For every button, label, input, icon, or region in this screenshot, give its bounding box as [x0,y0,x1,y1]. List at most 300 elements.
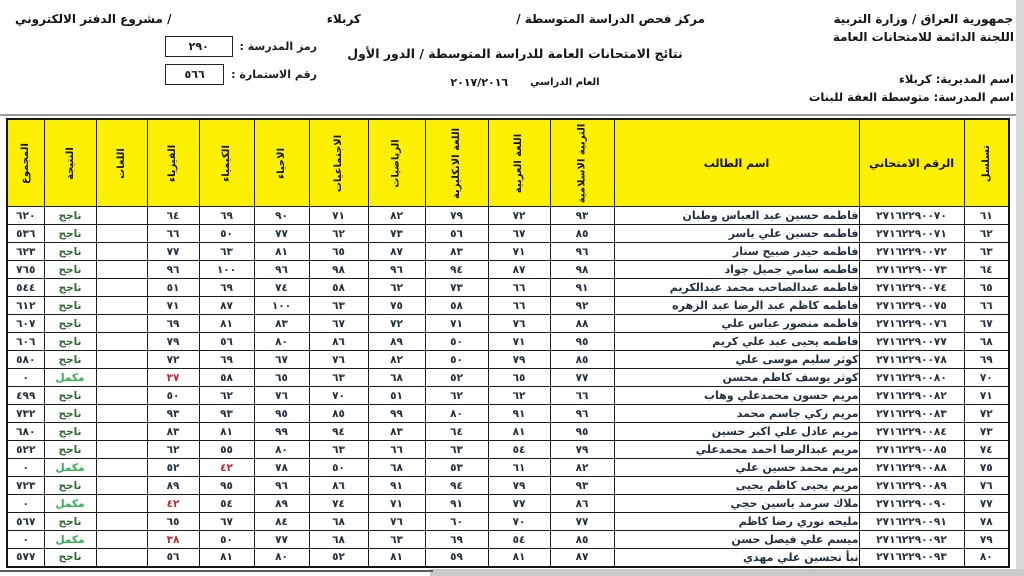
grade-cell: ٧٢ [368,315,425,333]
grade-cell: ٥٨ [425,297,488,315]
grade-cell: ٧٣ [368,225,425,243]
exam-number-cell: ٢٧١٦٢٢٩٠٠٨٩ [859,477,964,495]
grade-cell: ٥٠ [147,387,199,405]
serial-cell: ٦٥ [964,279,1009,297]
grade-cell: ٩٤ [309,423,368,441]
exam-number-cell: ٢٧١٦٢٢٩٠٠٩٢ [859,531,964,549]
result-cell: مكمل [44,369,96,387]
result-cell: ناجح [44,225,96,243]
grade-cell: ٥٢ [425,369,488,387]
grade-cell: ٤٢ [147,495,199,513]
serial-cell: ٧٦ [964,477,1009,495]
col-header-languages [96,119,147,207]
grade-cell: ٧٤ [254,279,309,297]
grade-cell: ٣٧ [147,369,199,387]
table-row [7,351,1009,369]
grade-cell: ٥٦ [199,333,254,351]
grade-cell: ٦٥ [488,369,550,387]
grade-cell: ٥٨ [309,279,368,297]
grade-cell: ٧٩ [147,333,199,351]
total-cell: ٥٦٧ [7,513,44,531]
serial-cell: ٦٢ [964,225,1009,243]
total-cell: ٥٨٠ [7,351,44,369]
languages-cell [96,333,147,351]
grade-cell: ٨٧ [488,261,550,279]
grade-cell: ٦٨ [368,459,425,477]
grade-cell: ٦٢ [147,441,199,459]
table-row [7,261,1009,279]
languages-cell [96,405,147,423]
grade-cell: ٧١ [309,207,368,225]
student-name-cell: كوثر سليم موسى علي [614,351,859,369]
result-cell: ناجح [44,333,96,351]
grade-cell: ٨١ [199,549,254,567]
table-row [7,405,1009,423]
grade-cell: ٩٣ [199,405,254,423]
languages-cell [96,225,147,243]
grade-cell: ٧٩ [550,441,614,459]
serial-cell: ٨٠ [964,549,1009,567]
total-cell: ٥٣٦ [7,225,44,243]
grade-cell: ١٠٠ [199,261,254,279]
serial-cell: ٦٩ [964,351,1009,369]
grade-cell: ٦٩ [199,351,254,369]
languages-cell [96,207,147,225]
table-row [7,441,1009,459]
grade-cell: ٦٣ [309,441,368,459]
grade-cell: ٩٥ [550,423,614,441]
student-name-cell: نبأ تحسين علي مهدي [614,549,859,567]
grade-cell: ٧٦ [309,351,368,369]
grade-cell: ٨٠ [425,405,488,423]
grade-cell: ٧٢ [488,207,550,225]
grade-cell: ٧٠ [309,387,368,405]
grade-cell: ٧٦ [368,513,425,531]
grade-cell: ٧٠ [488,513,550,531]
grade-cell: ٦٦ [368,441,425,459]
grade-cell: ٥٢ [309,549,368,567]
grade-cell: ٦٧ [309,315,368,333]
gov-line-1: جمهورية العراق / وزارة التربية [833,12,1014,26]
languages-cell [96,513,147,531]
grade-cell: ٩٦ [368,261,425,279]
result-cell: مكمل [44,531,96,549]
result-cell: مكمل [44,495,96,513]
table-row [7,513,1009,531]
result-cell: ناجح [44,441,96,459]
grade-cell: ٦٩ [147,315,199,333]
grade-cell: ٨٢ [368,351,425,369]
government-header [833,10,1014,46]
grade-cell: ٧٢ [147,351,199,369]
col-header-label-result: النتيجة [64,146,76,180]
col-header-g1 [488,119,550,207]
table-row [7,531,1009,549]
col-header-serial [964,119,1009,207]
col-header-label-exam_no: الرقم الامتحاني [869,156,954,170]
grade-cell: ٧١ [425,315,488,333]
col-header-label-g6: الكيمياء [221,144,233,182]
col-header-label-serial: تسلسل [980,144,992,182]
result-cell: ناجح [44,261,96,279]
grade-cell: ٥٦ [147,549,199,567]
grade-cell: ٨٣ [368,423,425,441]
grade-cell: ٥٦ [425,225,488,243]
grade-cell: ٦٦ [147,225,199,243]
serial-cell: ٧٨ [964,513,1009,531]
col-header-g7 [147,119,199,207]
languages-cell [96,549,147,567]
grade-cell: ٥٤ [488,441,550,459]
results-title: نتائج الامتحانات العامة للدراسة المتوسطة / الدور الأول [347,46,683,61]
academic-year-label: العام الدراسي [530,77,600,88]
grade-cell: ٩٣ [550,207,614,225]
grade-cell: ٨٤ [254,513,309,531]
grade-cell: ٩٣ [147,405,199,423]
col-header-exam_no [859,119,964,207]
grade-cell: ٧١ [488,333,550,351]
directorate-name: اسم المديرية: كربلاء [898,72,1014,86]
total-cell: ٧٢٣ [7,477,44,495]
col-header-total [7,119,44,207]
grade-cell: ٧٩ [488,477,550,495]
col-header-label-languages: اللغات [116,147,127,179]
table-row [7,225,1009,243]
col-header-g3 [368,119,425,207]
total-cell: ٦١٢ [7,297,44,315]
grade-cell: ٦٧ [488,225,550,243]
total-cell: ٦٢٣ [7,243,44,261]
col-header-label-g2: اللغة الانكليزية [450,127,462,199]
grade-cell: ٧١ [147,297,199,315]
serial-cell: ٦٦ [964,297,1009,315]
total-cell: ٠ [7,531,44,549]
student-name-cell: فاطمه حسين عبد العباس وطبان [614,207,859,225]
total-cell: ٧٣٢ [7,405,44,423]
grade-cell: ٥٣ [425,459,488,477]
col-header-label-g5: الاحياء [276,147,287,179]
col-header-g6 [199,119,254,207]
languages-cell [96,261,147,279]
grade-cell: ٥٠ [309,459,368,477]
form-number-row [165,64,317,85]
grade-cell: ٩٤ [425,477,488,495]
grade-cell: ٦٦ [488,279,550,297]
grade-cell: ٨٧ [368,243,425,261]
grade-cell: ٦٨ [309,513,368,531]
student-name-cell: مريم عبدالرضا احمد محمدعلي [614,441,859,459]
grade-cell: ٨٢ [550,459,614,477]
exam-number-cell: ٢٧١٦٢٢٩٠٠٧٢ [859,243,964,261]
grade-cell: ٨٧ [550,549,614,567]
grade-cell: ٩٥ [254,405,309,423]
result-cell: ناجح [44,423,96,441]
grade-cell: ٧٦ [254,387,309,405]
school-name: اسم المدرسة: متوسطة العفة للبنات [808,90,1014,105]
results-table [6,118,1010,568]
total-cell: ٥٧٧ [7,549,44,567]
exam-number-cell: ٢٧١٦٢٢٩٠٠٩٣ [859,549,964,567]
grade-cell: ٨٩ [368,333,425,351]
grade-cell: ٨٣ [254,315,309,333]
exam-number-cell: ٢٧١٦٢٢٩٠٠٧٠ [859,207,964,225]
table-row [7,387,1009,405]
exam-number-cell: ٢٧١٦٢٢٩٠٠٨٣ [859,405,964,423]
exam-number-cell: ٢٧١٦٢٢٩٠٠٧٤ [859,279,964,297]
table-row [7,207,1009,225]
grade-cell: ٧١ [368,495,425,513]
grade-cell: ٨١ [199,423,254,441]
serial-cell: ٧١ [964,387,1009,405]
grade-cell: ٦٩ [199,207,254,225]
table-row [7,297,1009,315]
grade-cell: ٨٦ [309,333,368,351]
scan-edge-bottom [430,569,1024,576]
grade-cell: ٩٦ [254,261,309,279]
student-name-cell: فاطمه كاظم عبد الرضا عبد الزهره [614,297,859,315]
table-row [7,369,1009,387]
total-cell: ٦٢٠ [7,207,44,225]
grade-cell: ٨١ [488,549,550,567]
grade-cell: ٨٥ [550,531,614,549]
result-cell: ناجح [44,351,96,369]
grade-cell: ٩٩ [254,423,309,441]
grade-cell: ٨٥ [550,225,614,243]
languages-cell [96,369,147,387]
grade-cell: ٩٨ [309,261,368,279]
scan-bottom-line [0,570,433,572]
exam-number-cell: ٢٧١٦٢٢٩٠٠٨٢ [859,387,964,405]
grade-cell: ٦٤ [425,423,488,441]
languages-cell [96,279,147,297]
total-cell: ٠ [7,459,44,477]
grade-cell: ٥٠ [199,225,254,243]
result-cell: ناجح [44,207,96,225]
grade-cell: ٨٨ [550,315,614,333]
grade-cell: ٩٦ [550,243,614,261]
languages-cell [96,315,147,333]
grade-cell: ٩٣ [550,477,614,495]
col-header-label-name: اسم الطالب [703,156,770,170]
school-code-block [165,36,317,92]
grade-cell: ٦٨ [309,531,368,549]
result-cell: ناجح [44,387,96,405]
grade-cell: ٦٦ [488,297,550,315]
grade-cell: ٦٤ [147,207,199,225]
col-header-g5 [254,119,309,207]
grade-cell: ٩٦ [550,405,614,423]
languages-cell [96,243,147,261]
exam-number-cell: ٢٧١٦٢٢٩٠٠٧٦ [859,315,964,333]
grade-cell: ٧٧ [147,243,199,261]
student-name-cell: كوثر يوسف كاظم محسن [614,369,859,387]
result-cell: ناجح [44,297,96,315]
languages-cell [96,459,147,477]
grade-cell: ١٠٠ [254,297,309,315]
grade-cell: ٦٣ [309,369,368,387]
student-name-cell: مريم يحيى كاظم يحيى [614,477,859,495]
serial-cell: ٦٨ [964,333,1009,351]
student-name-cell: مريم عادل علي اكبر حسين [614,423,859,441]
col-header-label-g4: الاجتماعيات [333,134,344,192]
grade-cell: ٩١ [425,495,488,513]
grade-cell: ٩٩ [368,405,425,423]
languages-cell [96,351,147,369]
exam-number-cell: ٢٧١٦٢٢٩٠٠٨٥ [859,441,964,459]
grade-cell: ٥١ [147,279,199,297]
total-cell: ٦٠٦ [7,333,44,351]
grade-cell: ٦٣ [309,297,368,315]
table-row [7,315,1009,333]
serial-cell: ٦٧ [964,315,1009,333]
grade-cell: ٩١ [368,477,425,495]
grade-cell: ٥٠ [425,333,488,351]
grade-cell: ٩٠ [254,207,309,225]
languages-cell [96,423,147,441]
grade-cell: ٨٦ [550,495,614,513]
grade-cell: ٧٩ [425,207,488,225]
languages-cell [96,531,147,549]
result-cell: ناجح [44,405,96,423]
grade-cell: ٨٩ [147,477,199,495]
exam-center-part1: مركز فحص الدراسة المتوسطة / [516,12,705,26]
languages-cell [96,297,147,315]
grade-cell: ٨١ [254,243,309,261]
student-name-cell: فاطمه سامي جميل جواد [614,261,859,279]
grade-cell: ٥٩ [425,549,488,567]
result-cell: ناجح [44,549,96,567]
student-name-cell: مريم زكي جاسم محمد [614,405,859,423]
student-name-cell: ملاك سرمد ياسين حجي [614,495,859,513]
grade-cell: ٦٢ [488,387,550,405]
grade-cell: ٧٧ [550,369,614,387]
serial-cell: ٧٣ [964,423,1009,441]
exam-center-part3: / مشروع الدفتر الالكتروني [15,12,172,26]
serial-cell: ٧٧ [964,495,1009,513]
total-cell: ٦٨٠ [7,423,44,441]
grade-cell: ٥١ [368,387,425,405]
exam-number-cell: ٢٧١٦٢٢٩٠٠٨٤ [859,423,964,441]
grade-cell: ٦٣ [199,243,254,261]
school-code-row [165,36,317,57]
table-header-row [7,119,1009,207]
result-cell: ناجح [44,279,96,297]
grade-cell: ٤٢ [199,459,254,477]
grade-cell: ٨٠ [254,333,309,351]
grade-cell: ٦٢ [425,387,488,405]
exam-number-cell: ٢٧١٦٢٢٩٠٠٩١ [859,513,964,531]
total-cell: ٠ [7,369,44,387]
languages-cell [96,495,147,513]
directorate-school-block [809,70,1014,107]
grade-cell: ٣٨ [147,531,199,549]
grade-cell: ٦٥ [147,513,199,531]
student-name-cell: فاطمه يحيى عبد علي كريم [614,333,859,351]
exam-number-cell: ٢٧١٦٢٢٩٠٠٧٨ [859,351,964,369]
exam-number-cell: ٢٧١٦٢٢٩٠٠٧٧ [859,333,964,351]
grade-cell: ٨٧ [199,297,254,315]
student-name-cell: فاطمه حسين علي ياسر [614,225,859,243]
grade-cell: ٥٠ [425,351,488,369]
academic-year [420,76,630,89]
grade-cell: ٧٣ [425,279,488,297]
grade-cell: ٦٣ [425,441,488,459]
grade-cell: ٦٥ [254,369,309,387]
grade-cell: ٨٣ [425,243,488,261]
grade-cell: ٦٢ [368,279,425,297]
exam-number-cell: ٢٧١٦٢٢٩٠٠٧٣ [859,261,964,279]
result-cell: ناجح [44,315,96,333]
serial-cell: ٦١ [964,207,1009,225]
exam-number-cell: ٢٧١٦٢٢٩٠٠٩٠ [859,495,964,513]
serial-cell: ٧٠ [964,369,1009,387]
grade-cell: ٨٠ [254,441,309,459]
student-name-cell: مريم محمد حسين علي [614,459,859,477]
serial-cell: ٦٤ [964,261,1009,279]
result-cell: ناجح [44,477,96,495]
grade-cell: ٧١ [488,243,550,261]
header-divider [0,114,1024,116]
grade-cell: ٦٧ [254,351,309,369]
grade-cell: ٦٥ [309,243,368,261]
total-cell: ٧٦٥ [7,261,44,279]
table-row [7,459,1009,477]
student-name-cell: ميسم علي فيصل حسن [614,531,859,549]
grade-cell: ٥٤ [199,495,254,513]
col-header-label-g3: الرياضيات [391,138,402,188]
col-header-g4 [309,119,368,207]
grade-cell: ٩١ [550,279,614,297]
total-cell: ٠ [7,495,44,513]
school-code-value-box: ٢٩٠ [165,36,233,57]
grade-cell: ٨١ [368,549,425,567]
serial-cell: ٧٥ [964,459,1009,477]
exam-number-cell: ٢٧١٦٢٢٩٠٠٧٥ [859,297,964,315]
student-name-cell: فاطمه منصور عباس علي [614,315,859,333]
grade-cell: ٥٨ [199,369,254,387]
languages-cell [96,387,147,405]
grade-cell: ٥٤ [488,531,550,549]
grade-cell: ٨١ [199,315,254,333]
grade-cell: ٧٨ [254,459,309,477]
col-header-label-g1: اللغة العربية [513,133,525,193]
grade-cell: ٦٧ [199,513,254,531]
table-row [7,495,1009,513]
grade-cell: ٥٥ [199,441,254,459]
grade-cell: ٦٩ [199,279,254,297]
academic-year-value: ٢٠١٧/٢٠١٦ [450,76,509,89]
grade-cell: ٨١ [488,423,550,441]
grade-cell: ٥٠ [199,531,254,549]
grade-cell: ٨٣ [147,423,199,441]
grade-cell: ٦٠ [425,513,488,531]
col-header-label-total: المجموع [20,142,32,184]
grade-cell: ٩٢ [550,297,614,315]
gov-line-2: اللجنة الدائمة للامتحانات العامة [832,30,1014,44]
serial-cell: ٧٤ [964,441,1009,459]
grade-cell: ٧٧ [254,531,309,549]
col-header-g2 [425,119,488,207]
grade-cell: ٧٥ [368,297,425,315]
grade-cell: ٩٨ [550,261,614,279]
grade-cell: ٧٧ [550,513,614,531]
student-name-cell: مليحه نوري رضا كاظم [614,513,859,531]
scan-edge-right [1016,0,1024,576]
grade-cell: ٧٧ [254,225,309,243]
form-number-label: رقم الاستمارة : [231,68,317,81]
total-cell: ٥٢٢ [7,441,44,459]
result-cell: ناجح [44,513,96,531]
